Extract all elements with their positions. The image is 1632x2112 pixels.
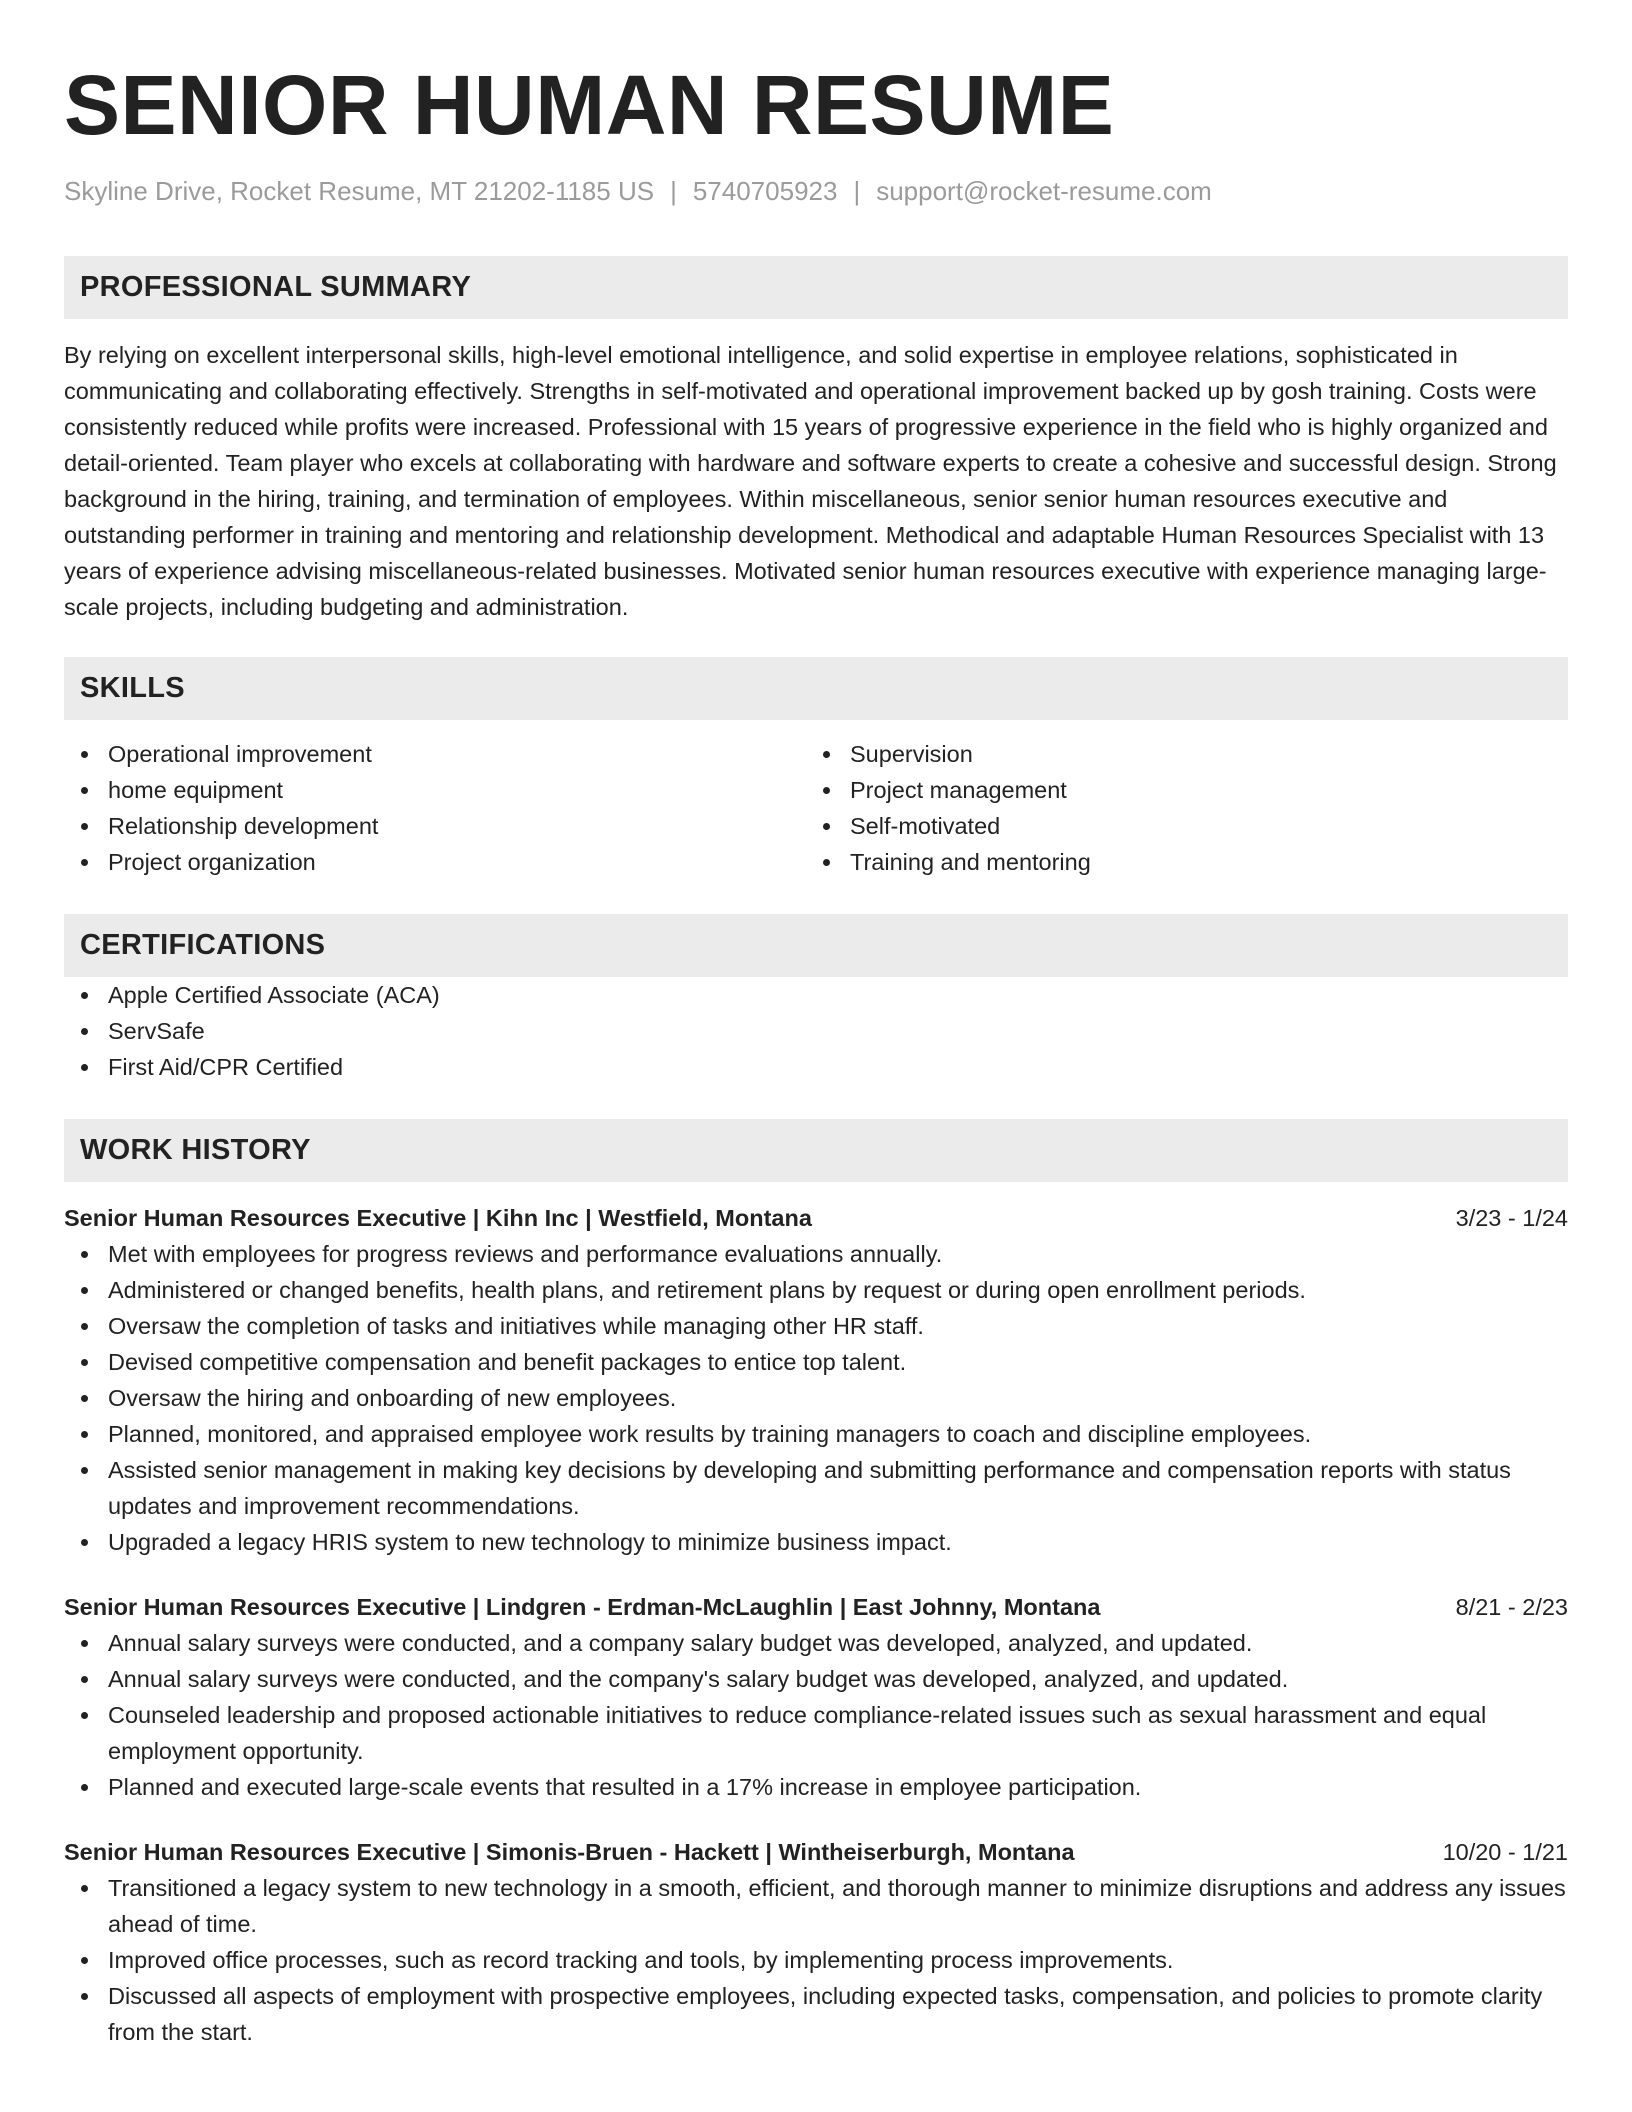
skill-item: Project management <box>806 772 1548 808</box>
job-bullet: Devised competitive compensation and benefit packages to entice top talent. <box>64 1344 1568 1380</box>
work-history-section-header: WORK HISTORY <box>64 1119 1568 1182</box>
job-bullet: Improved office processes, such as record tracking and tools, by implementing process improvements. <box>64 1942 1568 1978</box>
job-bullet: Discussed all aspects of employment with prospective employees, including expected tasks, compensation, and policies to promote clarity from the start. <box>64 1978 1568 2050</box>
job-header <box>64 1834 1568 1870</box>
job-title: Senior Human Resources Executive | Simonis-Bruen - Hackett | Wintheiserburgh, Montana <box>64 1839 1075 1865</box>
job-bullet: Assisted senior management in making key decisions by developing and submitting performance and compensation reports with status updates and improvement recommendations. <box>64 1452 1568 1524</box>
summary-section-header: PROFESSIONAL SUMMARY <box>64 256 1568 319</box>
job-header <box>64 1200 1568 1236</box>
job-bullet: Administered or changed benefits, health plans, and retirement plans by request or during open enrollment periods. <box>64 1272 1568 1308</box>
skills-list-left <box>64 736 806 880</box>
skill-item: Supervision <box>806 736 1548 772</box>
skill-item: home equipment <box>64 772 806 808</box>
certifications-section-header: CERTIFICATIONS <box>64 914 1568 977</box>
job-bullet: Upgraded a legacy HRIS system to new technology to minimize business impact. <box>64 1524 1568 1560</box>
job-dates: 3/23 - 1/24 <box>1455 1205 1568 1231</box>
skills-grid <box>64 736 1568 880</box>
skill-item: Training and mentoring <box>806 844 1548 880</box>
job-bullet: Met with employees for progress reviews and performance evaluations annually. <box>64 1236 1568 1272</box>
job-bullet: Oversaw the hiring and onboarding of new employees. <box>64 1380 1568 1416</box>
contact-line <box>64 174 1568 208</box>
job-bullet-list <box>64 1236 1568 1560</box>
certifications-list <box>64 977 1568 1085</box>
job-entry <box>64 1200 1568 1560</box>
skill-item: Operational improvement <box>64 736 806 772</box>
skill-item: Self-motivated <box>806 808 1548 844</box>
skills-list-right <box>806 736 1548 880</box>
certification-item: First Aid/CPR Certified <box>64 1049 1568 1085</box>
job-title: Senior Human Resources Executive | Kihn Inc | Westfield, Montana <box>64 1205 812 1231</box>
skills-column-right <box>806 736 1548 880</box>
job-header <box>64 1589 1568 1625</box>
skill-item: Relationship development <box>64 808 806 844</box>
skills-section-header: SKILLS <box>64 657 1568 720</box>
job-title: Senior Human Resources Executive | Lindgren - Erdman-McLaughlin | East Johnny, Montana <box>64 1594 1101 1620</box>
job-entry <box>64 1834 1568 2050</box>
resume-name: SENIOR HUMAN RESUME <box>64 58 1115 152</box>
job-bullet: Transitioned a legacy system to new technology in a smooth, efficient, and thorough manner to minimize disruptions and address any issues ahead of time. <box>64 1870 1568 1942</box>
contact-phone: 5740705923 <box>692 176 838 206</box>
job-bullet: Planned and executed large-scale events that resulted in a 17% increase in employee participation. <box>64 1769 1568 1805</box>
job-dates: 10/20 - 1/21 <box>1442 1839 1568 1865</box>
contact-separator: | <box>670 176 677 206</box>
job-bullet: Counseled leadership and proposed actionable initiatives to reduce compliance-related issues such as sexual harassment and equal employment opportunity. <box>64 1697 1568 1769</box>
summary-text: By relying on excellent interpersonal skills, high-level emotional intelligence, and solid expertise in employee relations, sophisticated in communicating and collaborating effectively. Strengths in self-motivated and operational improvement backed up by gosh training. Costs were consistently reduced while profits were increased. Professional with 15 years of progressive experience in the field who is highly organized and detail-oriented. Team player who excels at collaborating with hardware and software experts to create a cohesive and successful design. Strong background in the hiring, training, and termination of employees. Within miscellaneous, senior senior human resources executive and outstanding performer in training and mentoring and relationship development. Methodical and adaptable Human Resources Specialist with 13 years of experience advising miscellaneous-related businesses. Motivated senior human resources executive with experience managing large-scale projects, including budgeting and administration. <box>64 342 1557 620</box>
skills-column-left <box>64 736 806 880</box>
job-bullet-list <box>64 1870 1568 2050</box>
job-bullet: Annual salary surveys were conducted, and the company's salary budget was developed, analyzed, and updated. <box>64 1661 1568 1697</box>
certification-item: Apple Certified Associate (ACA) <box>64 977 1568 1013</box>
job-dates: 8/21 - 2/23 <box>1455 1594 1568 1620</box>
job-bullet: Oversaw the completion of tasks and initiatives while managing other HR staff. <box>64 1308 1568 1344</box>
job-entry <box>64 1589 1568 1805</box>
contact-separator: | <box>853 176 861 206</box>
job-bullet-list <box>64 1625 1568 1805</box>
certification-item: ServSafe <box>64 1013 1568 1049</box>
contact-address: Skyline Drive, Rocket Resume, MT 21202-1185 US <box>64 176 655 206</box>
contact-email: support@rocket-resume.com <box>876 176 1212 206</box>
skill-item: Project organization <box>64 844 806 880</box>
job-bullet: Planned, monitored, and appraised employee work results by training managers to coach and discipline employees. <box>64 1416 1568 1452</box>
job-bullet: Annual salary surveys were conducted, and a company salary budget was developed, analyzed, and updated. <box>64 1625 1568 1661</box>
